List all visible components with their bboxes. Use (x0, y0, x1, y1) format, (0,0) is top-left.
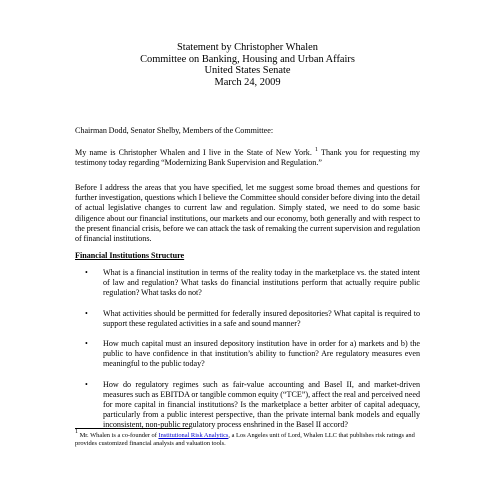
list-item (75, 339, 420, 370)
statement-header (0, 42, 495, 88)
list-item (75, 309, 420, 329)
header-date: March 24, 2009 (214, 76, 281, 88)
intro-paragraph (75, 148, 420, 168)
footnote-reference[interactable]: 1 (315, 147, 319, 153)
bullet-icon: • (85, 339, 88, 349)
footnote-prefix: Mr. Whalen is a co-founder of (78, 432, 159, 439)
footnote-suffix: , a Los Angeles unit of Lord, Whalen LLC that publishes risk ratings and provides customized financial analysis and valuation tools. (75, 432, 415, 447)
footnote (75, 429, 425, 448)
bullet-icon: • (85, 379, 88, 389)
header-committee: Committee on Banking, Housing and Urban Affairs (140, 53, 355, 65)
list-item-text: How do regulatory regimes such as fair-value accounting and Basel II, and market-driven measures such as EBITDA or tangible common equity (“TCE”), affect the real and perceived need for more capital in financial institutions? Is the marketplace a better arbiter of capital adequacy, particularly from a public interest perspective, than the private internal bank models and equally inconsistent, non-public regulatory process enshrined in the Basel II accord? (103, 379, 420, 430)
question-list (75, 268, 420, 441)
list-item-text: How much capital must an insured depository institution have in order for a) markets and b) the public to have confidence in that institution’s ability to function? Are regulatory measures even meaningful to the public today? (103, 339, 420, 369)
salutation: Chairman Dodd, Senator Shelby, Members of the Committee: (75, 126, 274, 135)
list-item (75, 268, 420, 299)
header-senate: United States Senate (204, 65, 291, 77)
bullet-icon: • (85, 308, 88, 318)
header-title: Statement by Christopher Whalen (177, 42, 318, 53)
footnote-mark: 1 (75, 429, 78, 435)
footnote-divider (75, 428, 190, 429)
list-item (75, 380, 420, 431)
section-heading: Financial Institutions Structure (75, 251, 185, 260)
bullet-icon: • (85, 268, 88, 277)
institutional-risk-analytics-link[interactable]: Institutional Risk Analytics (158, 432, 229, 439)
before-paragraph: Before I address the areas that you have specified, let me suggest some broad themes and questions for further investigation, questions which I believe the Committee should consider before diving into the detail of actual legislative changes to current law and regulation. Simply stated, we need to do some basic diligence about our financial institutions, our markets and our economy, both generally and with respect to the present financial crisis, before we can attack the task of remaking the current supervision and regulation of financial institutions. (75, 183, 420, 244)
list-item-text: What activities should be permitted for federally insured depositories? What capital is required to support these regulated activities in a safe and sound manner? (103, 308, 420, 328)
intro-text-after: Thank you for requesting my testimony today regarding “Modernizing Bank Supervision and Regulation.” (75, 148, 420, 168)
intro-text-before: My name is Christopher Whalen and I live in the State of New York. (75, 148, 312, 157)
list-item-text: What is a financial institution in terms of the reality today in the marketplace vs. the stated intent of law and regulation? What tasks do financial institutions perform that actually require public regulation? What tasks do not? (103, 268, 420, 298)
